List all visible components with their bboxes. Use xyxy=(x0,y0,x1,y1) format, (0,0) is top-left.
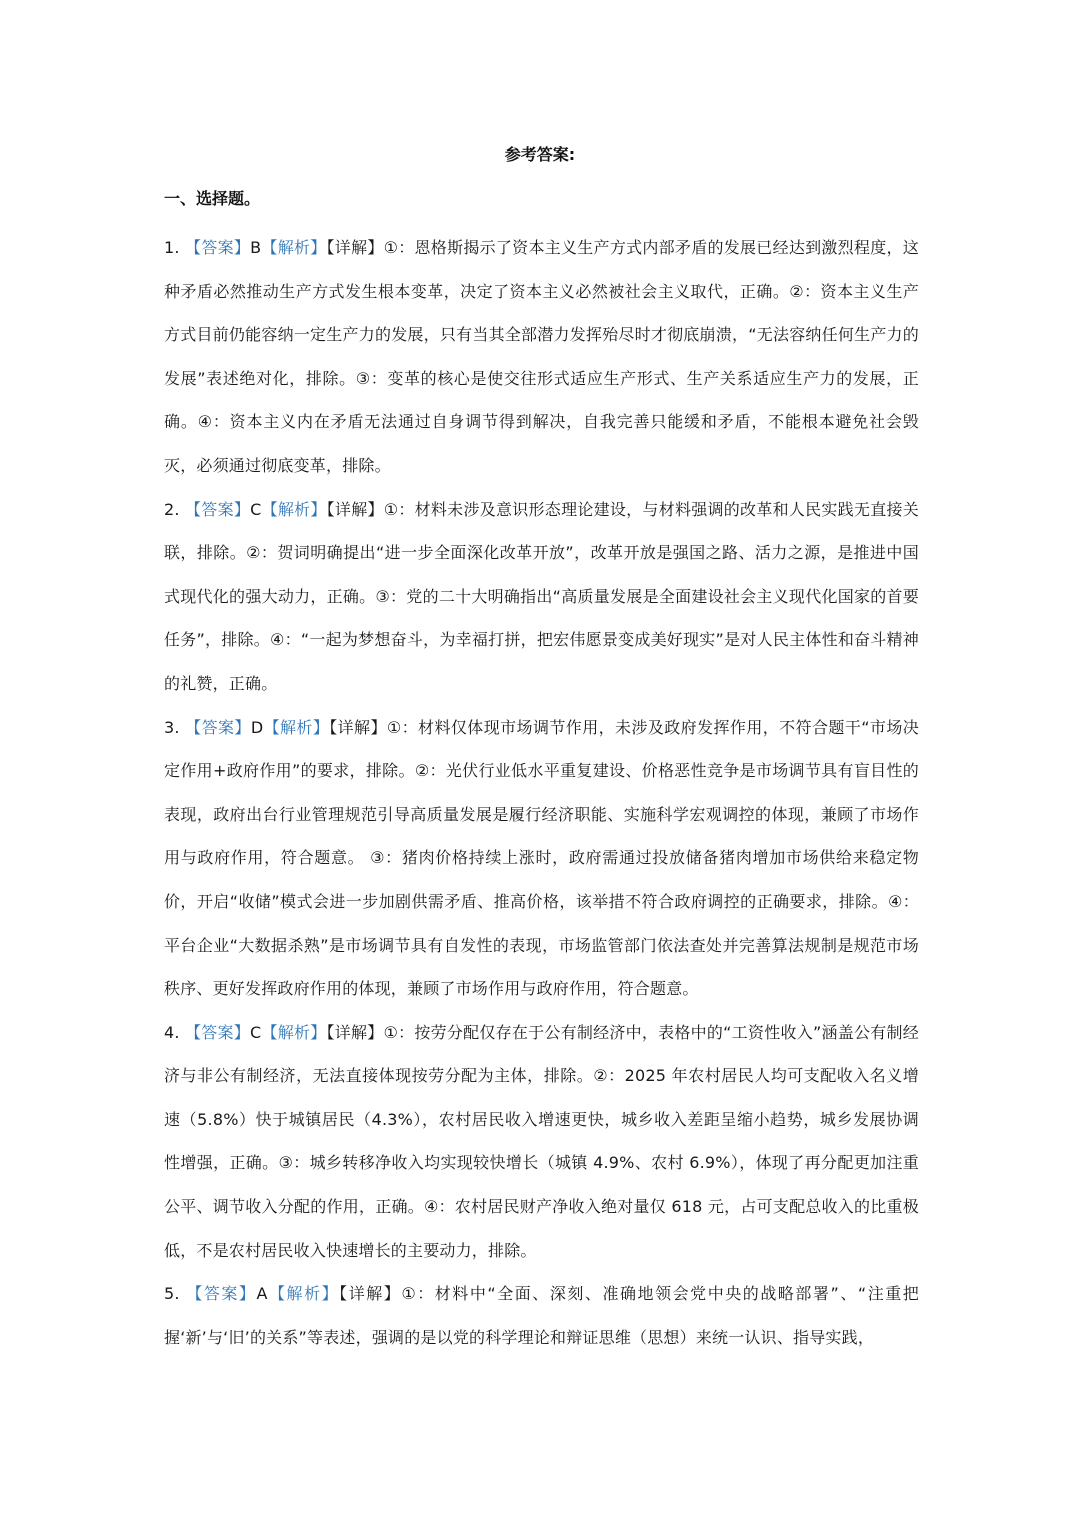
answer-number: 5. xyxy=(164,1284,180,1304)
answer-tag: 【答案】 xyxy=(186,1284,257,1304)
answer-number: 1. xyxy=(164,238,180,257)
answer-item-5 xyxy=(164,1272,919,1359)
answer-number: 4. xyxy=(164,1022,180,1042)
answer-tag: 【答案】 xyxy=(185,499,251,519)
detail-tag: 【详解】 xyxy=(326,1022,384,1042)
detail-tag: 【详解】 xyxy=(339,1284,402,1304)
detail-tag: 【详解】 xyxy=(326,499,384,519)
analysis-tag: 【解析】 xyxy=(261,238,327,257)
analysis-tag: 【解析】 xyxy=(261,1022,327,1042)
page-title: 参考答案: xyxy=(504,145,576,164)
analysis-tag: 【解析】 xyxy=(267,1284,340,1304)
answer-list xyxy=(164,226,919,1359)
answer-item-2 xyxy=(164,488,919,706)
detail-tag: 【详解】 xyxy=(326,238,384,257)
answer-choice: C xyxy=(250,1022,262,1042)
answer-text: ①：按劳分配仅存在于公有制经济中，表格中的“工资性收入”涵盖公有制经济与非公有制经济，无法直接体现按劳分配为主体，排除。②：2025 年农村居民人均可支配收入名义增速（5.8%）快于城镇居民（4.3%），农村居民收入增速更快，城乡收入差距呈缩小趋势，城乡发展协调性增强，正确。③：城乡转移净收入均实现较快增长（城镇 4.9%、农村 6.9%），体现了再分配更加注重公平、调节收入分配的作用，正确。④：农村居民财产净收入绝对量仅 618 元，占可支配总收入的比重极低，不是农村居民收入快速增长的主要动力，排除。 xyxy=(164,1022,919,1260)
answer-tag: 【答案】 xyxy=(185,1022,251,1042)
answer-choice: A xyxy=(256,1284,268,1304)
answer-item-4 xyxy=(164,1011,919,1273)
answer-tag: 【答案】 xyxy=(185,238,251,257)
answer-text: ①：材料仅体现市场调节作用，未涉及政府发挥作用，不符合题干“市场决定作用+政府作用”的要求，排除。②：光伏行业低水平重复建设、价格恶性竞争是市场调节具有盲目性的表现，政府出台行业管理规范引导高质量发展是履行经济职能、实施科学宏观调控的体现，兼顾了市场作用与政府作用，符合题意。 ③：猪肉价格持续上涨时，政府需通过投放储备猪肉增加市场供给来稳定物价，开启“收储”模式会进一步加剧供需矛盾、推高价格，该举措不符合政府调控的正确要求，排除。④：平台企业“大数据杀熟”是市场调节具有自发性的表现，市场监管部门依法查处并完善算法规制是规范市场秩序、更好发挥政府作用的体现，兼顾了市场作用与政府作用，符合题意。 xyxy=(164,717,919,999)
detail-tag: 【详解】 xyxy=(329,717,387,737)
answer-number: 3. xyxy=(164,717,180,737)
answer-item-1 xyxy=(164,226,919,488)
answer-item-3 xyxy=(164,706,919,1011)
answer-choice: D xyxy=(250,717,264,737)
answer-choice: B xyxy=(250,238,262,257)
answer-choice: C xyxy=(250,499,262,519)
answer-text: ①：恩格斯揭示了资本主义生产方式内部矛盾的发展已经达到激烈程度，这种矛盾必然推动生产方式发生根本变革，决定了资本主义必然被社会主义取代，正确。②：资本主义生产方式目前仍能容纳一定生产力的发展，只有当其全部潜力发挥殆尽时才彻底崩溃，“无法容纳任何生产力的发展”表述绝对化，排除。③：变革的核心是使交往形式适应生产形式、生产关系适应生产力的发展，正确。④：资本主义内在矛盾无法通过自身调节得到解决，自我完善只能缓和矛盾，不能根本避免社会毁灭，必须通过彻底变革，排除。 xyxy=(164,238,919,475)
answer-text: ①：材料未涉及意识形态理论建设，与材料强调的改革和人民实践无直接关联，排除。②：贺词明确提出“进一步全面深化改革开放”，改革开放是强国之路、活力之源，是推进中国式现代化的强大动力，正确。③：党的二十大明确指出“高质量发展是全面建设社会主义现代化国家的首要任务”，排除。④：“一起为梦想奋斗，为幸福打拼，把宏伟愿景变成美好现实”是对人民主体性和奋斗精神的礼赞，正确。 xyxy=(164,499,919,693)
section-heading: 一、选择题。 xyxy=(164,189,261,208)
analysis-tag: 【解析】 xyxy=(263,717,330,737)
answer-tag: 【答案】 xyxy=(185,717,251,737)
answer-text: ①：材料中“全面、深刻、准确地领会党中央的战略部署”、“注重把握‘新’与‘旧’的关系”等表述，强调的是以党的科学理论和辩证思维（思想）来统一认识、指导实践， xyxy=(164,1284,919,1347)
analysis-tag: 【解析】 xyxy=(261,499,327,519)
answer-number: 2. xyxy=(164,499,180,519)
